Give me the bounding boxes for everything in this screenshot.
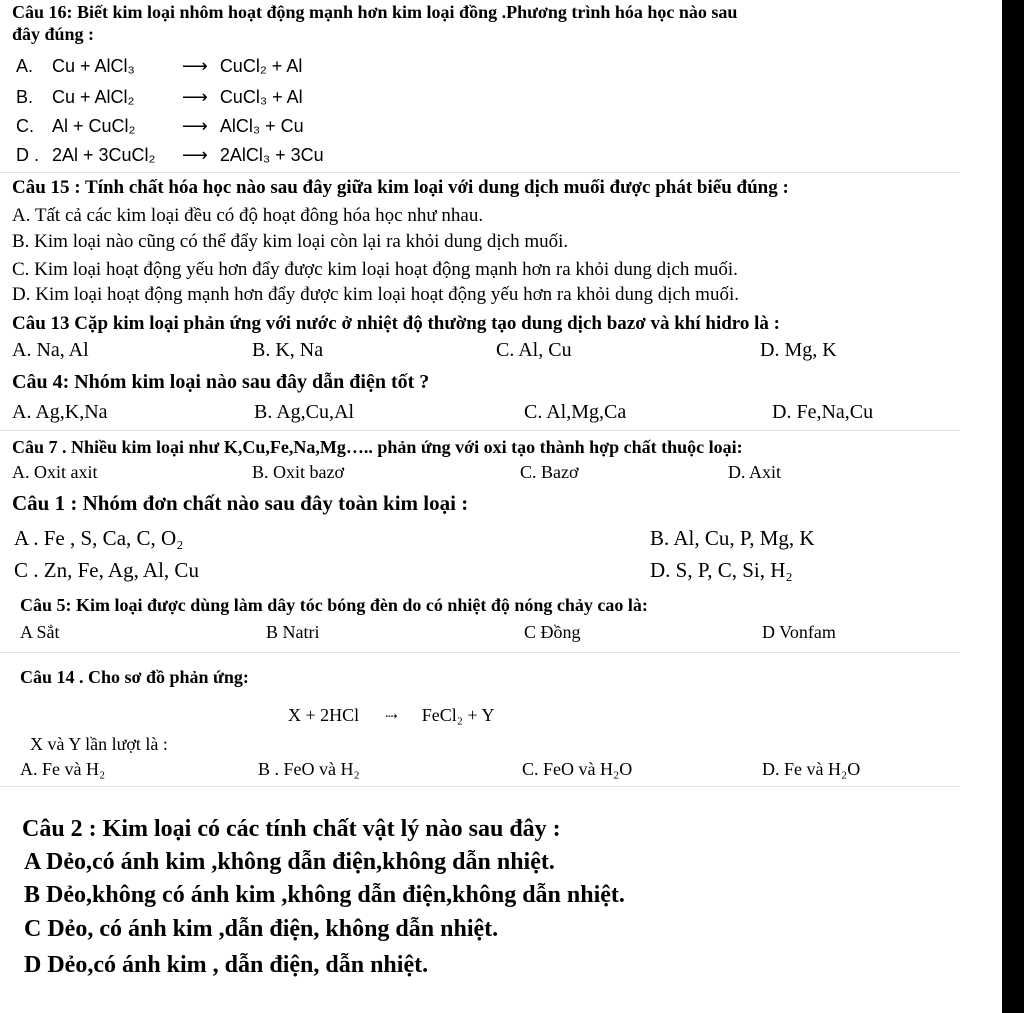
- q7-option-d: D. Axit: [728, 462, 782, 482]
- section-divider: [0, 430, 960, 431]
- reaction-arrow-icon: ⟶: [182, 87, 208, 107]
- equation-left: Al + CuCl₂: [52, 116, 136, 136]
- q1-option-b: B. Al, Cu, P, Mg, K: [650, 526, 815, 550]
- q2-option-a: A Dẻo,có ánh kim ,không dẫn điện,không dẫn nhiệt.: [24, 849, 555, 875]
- q13-option-b: B. K, Na: [252, 339, 324, 361]
- section-divider: [0, 172, 960, 173]
- q5-option-a: A Sắt: [20, 622, 60, 642]
- q13-option-d: D. Mg, K: [760, 339, 837, 361]
- q14-option-c: C. FeO và H₂O: [522, 759, 633, 779]
- q1-option-c: C . Zn, Fe, Ag, Al, Cu: [14, 558, 199, 582]
- reaction-arrow-icon: ⟶: [182, 56, 208, 76]
- q15-option-a: A. Tất cả các kim loại đều có độ hoạt đông hóa học như nhau.: [12, 205, 484, 226]
- q15-stem: Câu 15 : Tính chất hóa học nào sau đây giữa kim loại với dung dịch muối được phát biểu đúng :: [12, 177, 789, 198]
- q14-equation: [288, 706, 495, 725]
- q5-option-c: C Đồng: [524, 622, 581, 642]
- reaction-arrow-icon: ⟶: [182, 116, 208, 136]
- q13-option-a: A. Na, Al: [12, 339, 89, 361]
- q14-option-b: B . FeO và H₂: [258, 759, 360, 779]
- reaction-arrow-icon: ⇢: [385, 709, 398, 725]
- q13-stem: Câu 13 Cặp kim loại phản ứng với nước ở nhiệt độ thường tạo dung dịch bazơ và khí hidro là :: [12, 313, 781, 334]
- q2-option-b: B Dẻo,không có ánh kim ,không dẫn điện,không dẫn nhiệt.: [24, 882, 625, 908]
- q14-option-a: A. Fe và H₂: [20, 759, 106, 779]
- q15-option-b: B. Kim loại nào cũng có thể đẩy kim loại còn lại ra khỏi dung dịch muối.: [12, 231, 569, 252]
- equation-left: X + 2HCl: [288, 705, 360, 725]
- equation-right: AlCl₃ + Cu: [219, 116, 304, 136]
- equation-right: FeCl₂ + Y: [421, 705, 495, 725]
- q16-stem-line1: Câu 16: Biết kim loại nhôm hoạt động mạnh hơn kim loại đồng .Phương trình hóa học nào sau: [12, 2, 738, 22]
- q16-stem-line2: đây đúng :: [12, 24, 95, 44]
- option-label: D .: [16, 145, 40, 165]
- q1-option-d: D. S, P, C, Si, H₂: [650, 558, 793, 582]
- q4-option-b: B. Ag,Cu,Al: [254, 401, 355, 423]
- equation-left: Cu + AlCl₂: [52, 87, 135, 107]
- equation-left: Cu + AlCl₃: [52, 56, 135, 76]
- option-label: C.: [16, 116, 34, 136]
- q15-option-c: C. Kim loại hoạt động yếu hơn đẩy được kim loại hoạt động mạnh hơn ra khỏi dung dịch muối.: [12, 259, 738, 280]
- q16-option-b: [16, 88, 303, 106]
- q4-option-c: C. Al,Mg,Ca: [524, 401, 627, 423]
- q7-stem: Câu 7 . Nhiều kim loại như K,Cu,Fe,Na,Mg….. phản ứng với oxi tạo thành hợp chất thuộc loại:: [12, 437, 743, 457]
- q2-option-c: C Dẻo, có ánh kim ,dẫn điện, không dẫn nhiệt.: [24, 916, 499, 942]
- equation-right: CuCl₂ + Al: [219, 56, 303, 76]
- q7-option-b: B. Oxit bazơ: [252, 462, 345, 482]
- equation-right: 2AlCl₃ + 3Cu: [219, 145, 324, 165]
- q7-option-c: C. Bazơ: [520, 462, 579, 482]
- q16-option-d: [16, 146, 324, 164]
- equation-right: CuCl₃ + Al: [219, 87, 303, 107]
- q4-option-d: D. Fe,Na,Cu: [772, 401, 874, 423]
- q5-stem: Câu 5: Kim loại được dùng làm dây tóc bóng đèn do có nhiệt độ nóng chảy cao là:: [20, 595, 648, 615]
- section-divider: [0, 652, 960, 653]
- q14-stem: Câu 14 . Cho sơ đồ phản ứng:: [20, 667, 249, 687]
- q5-option-d: D Vonfam: [762, 622, 836, 642]
- section-divider: [0, 786, 960, 787]
- equation-left: 2Al + 3CuCl₂: [52, 145, 156, 165]
- q13-option-c: C. Al, Cu: [496, 339, 572, 361]
- reaction-arrow-icon: ⟶: [182, 145, 208, 165]
- q14-prompt: X và Y lần lượt là :: [30, 734, 168, 754]
- option-label: B.: [16, 87, 34, 107]
- q14-option-d: D. Fe và H₂O: [762, 759, 861, 779]
- q1-stem: Câu 1 : Nhóm đơn chất nào sau đây toàn kim loại :: [12, 491, 469, 515]
- q4-stem: Câu 4: Nhóm kim loại nào sau đây dẫn điện tốt ?: [12, 371, 430, 393]
- q7-option-a: A. Oxit axit: [12, 462, 98, 482]
- screen-edge: [1002, 0, 1024, 1013]
- q2-stem: Câu 2 : Kim loại có các tính chất vật lý nào sau đây :: [22, 816, 561, 842]
- option-label: A.: [16, 56, 34, 76]
- q4-option-a: A. Ag,K,Na: [12, 401, 108, 423]
- q5-option-b: B Natri: [266, 622, 320, 642]
- q1-option-a: A . Fe , S, Ca, C, O₂: [14, 526, 184, 550]
- q2-option-d: D Dẻo,có ánh kim , dẫn điện, dẫn nhiệt.: [24, 952, 429, 978]
- q16-option-c: [16, 117, 304, 135]
- q16-option-a: [16, 57, 302, 75]
- q15-option-d: D. Kim loại hoạt động mạnh hơn đẩy được kim loại hoạt động yếu hơn ra khỏi dung dịch muối.: [12, 284, 739, 305]
